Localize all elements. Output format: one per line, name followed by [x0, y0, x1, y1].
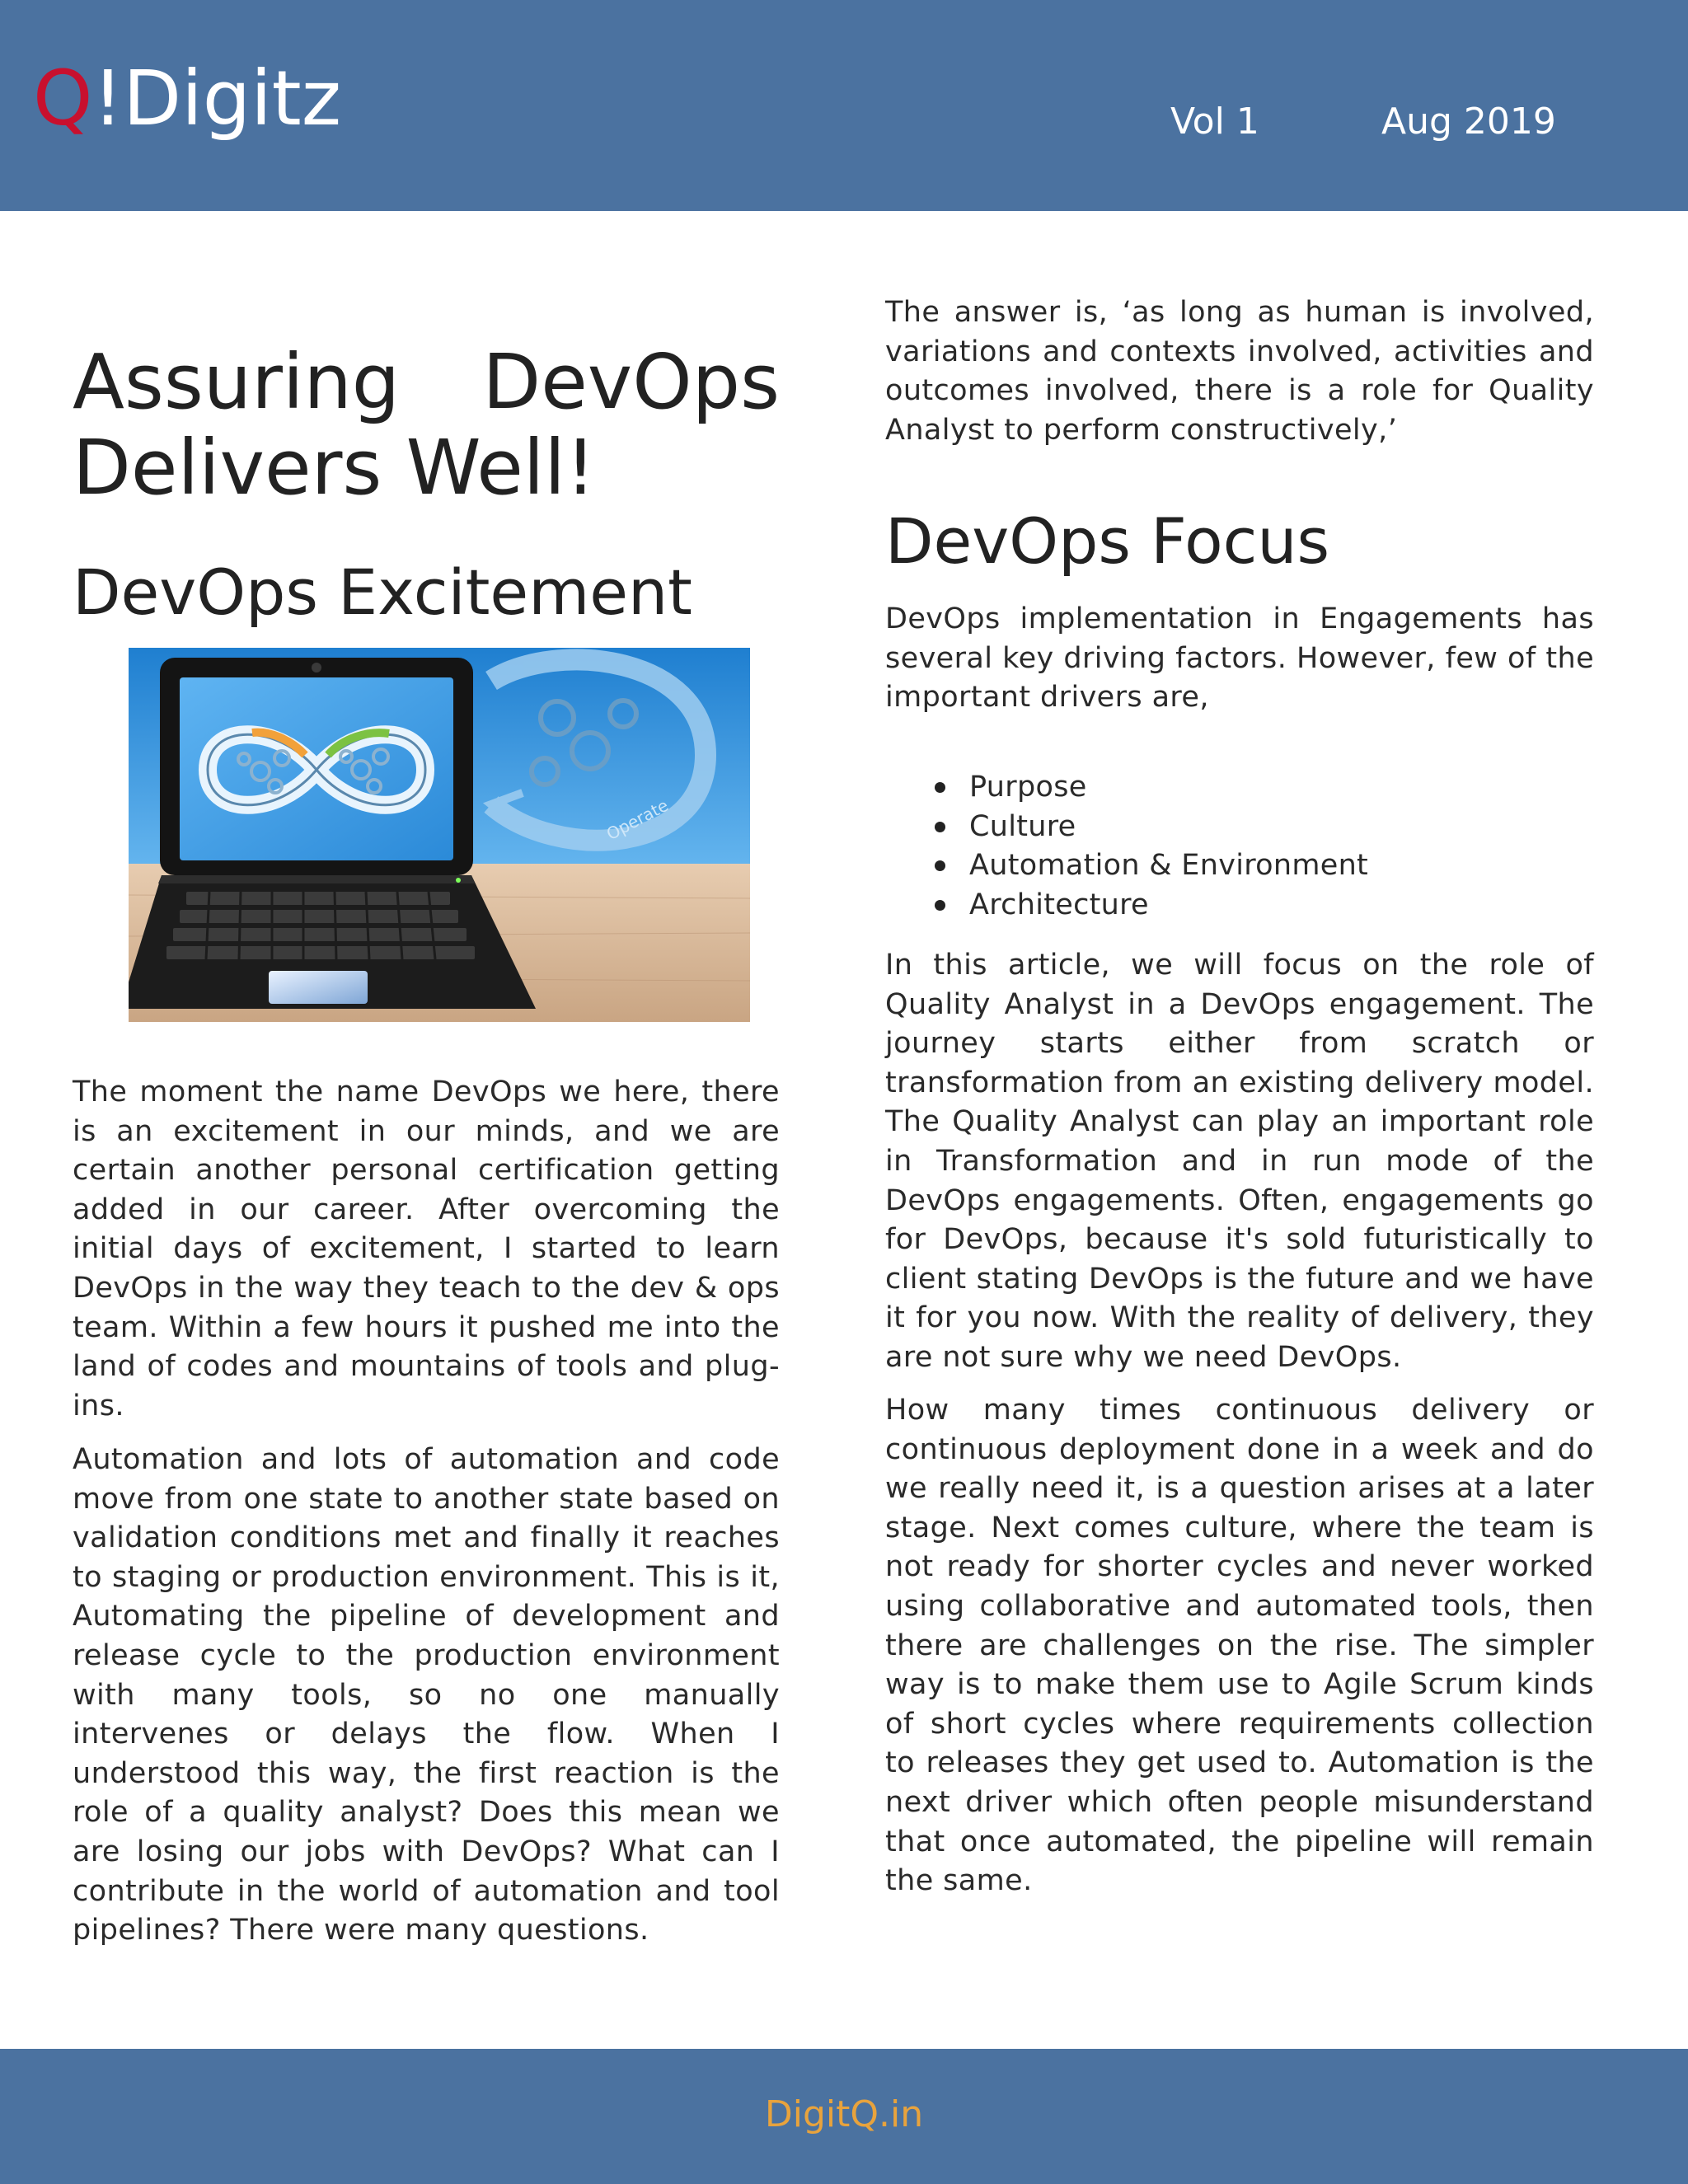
list-item: [885, 846, 1368, 886]
logo-q: Q: [33, 54, 93, 143]
paragraph-focus-intro: DevOps implementation in Engagements has several key driving factors. However, few of the important drivers are,: [885, 602, 1594, 715]
list-item: [885, 886, 1368, 926]
devops-laptop-illustration: [129, 648, 750, 1022]
bullet-icon: [935, 860, 945, 871]
bullet-icon: [935, 900, 945, 911]
drivers-list: [885, 768, 1368, 925]
issue-volume: Vol 1: [1170, 101, 1259, 143]
article-title-line-2: Delivers Well!: [73, 424, 596, 512]
power-led: [456, 878, 461, 883]
header-band: [0, 0, 1688, 211]
driver-label: Culture: [969, 809, 1076, 843]
section-heading-excitement: DevOps Excitement: [73, 555, 692, 629]
bullet-icon: [935, 782, 945, 793]
paragraph-excitement-2: Automation and lots of automation and code move from one state to another state based on validation conditions met and finally it reaches to staging or production environment. This is it, Automating the pipeline of development and release cycle to the production environment with many tools, so no one manually intervenes or delays the flow. When I understood this way, the first reaction is the role of a quality analyst? Does this mean we are losing our jobs with DevOps? What can I contribute in the world of automation and tool pipelines? There were many questions.: [73, 1443, 780, 1947]
paragraph-focus-2: How many times continuous delivery or continuous deployment done in a week and do we really need it, is a question arises at a later stage. Next comes culture, where the team is not ready for shorter cycles and never worked using collaborative and automated tools, then there are challenges on the rise. The simpler way is to make them use to Agile Scrum kinds of short cycles where requirements collection to releases they get used to. Automation is the next driver which often people misunderstand that once automated, the pipeline will remain the same.: [885, 1394, 1594, 1898]
footer-site-link[interactable]: DigitQ.in: [764, 2093, 924, 2135]
operate-label: Operate: [603, 794, 672, 845]
footer-band: [0, 2049, 1688, 2184]
logo-wordmark: !Digitz: [92, 54, 342, 143]
list-item: [885, 808, 1368, 847]
paragraph-excitement-1: The moment the name DevOps we here, there is an excitement in our minds, and we are certain another personal certification getting added in our career. After overcoming the initial days of excitement, I started to learn DevOps in the way they teach to the dev & ops team. Within a few hours it pushed me into the land of codes and mountains of tools and plug-ins.: [73, 1076, 780, 1422]
article-title: [73, 340, 780, 511]
driver-label: Automation & Environment: [969, 849, 1369, 883]
article-title-line-1: Assuring DevOps: [73, 338, 780, 426]
driver-label: Purpose: [969, 771, 1087, 804]
section-heading-focus: DevOps Focus: [885, 504, 1330, 578]
paragraph-answer: The answer is, ‘as long as human is involved, variations and contexts involved, activities and outcomes involved, there is a role for Quality Analyst to perform constructively,’: [885, 296, 1594, 447]
logo: [33, 54, 342, 143]
list-item: [885, 768, 1368, 808]
bullet-icon: [935, 822, 945, 832]
issue-date: Aug 2019: [1381, 101, 1556, 143]
webcam: [312, 663, 321, 673]
touchpad: [269, 971, 368, 1004]
paragraph-focus-1: In this article, we will focus on the role of Quality Analyst in a DevOps engagement. The journey starts either from scratch or transformation from an existing delivery model. The Quality Analyst can play an important role in Transformation and in run mode of the DevOps engagements. Often, engagements go for DevOps, because it's sold futuristically to client stating DevOps is the future and we have it for you now. With the reality of delivery, they are not sure why we need DevOps.: [885, 949, 1594, 1374]
driver-label: Architecture: [969, 888, 1149, 921]
